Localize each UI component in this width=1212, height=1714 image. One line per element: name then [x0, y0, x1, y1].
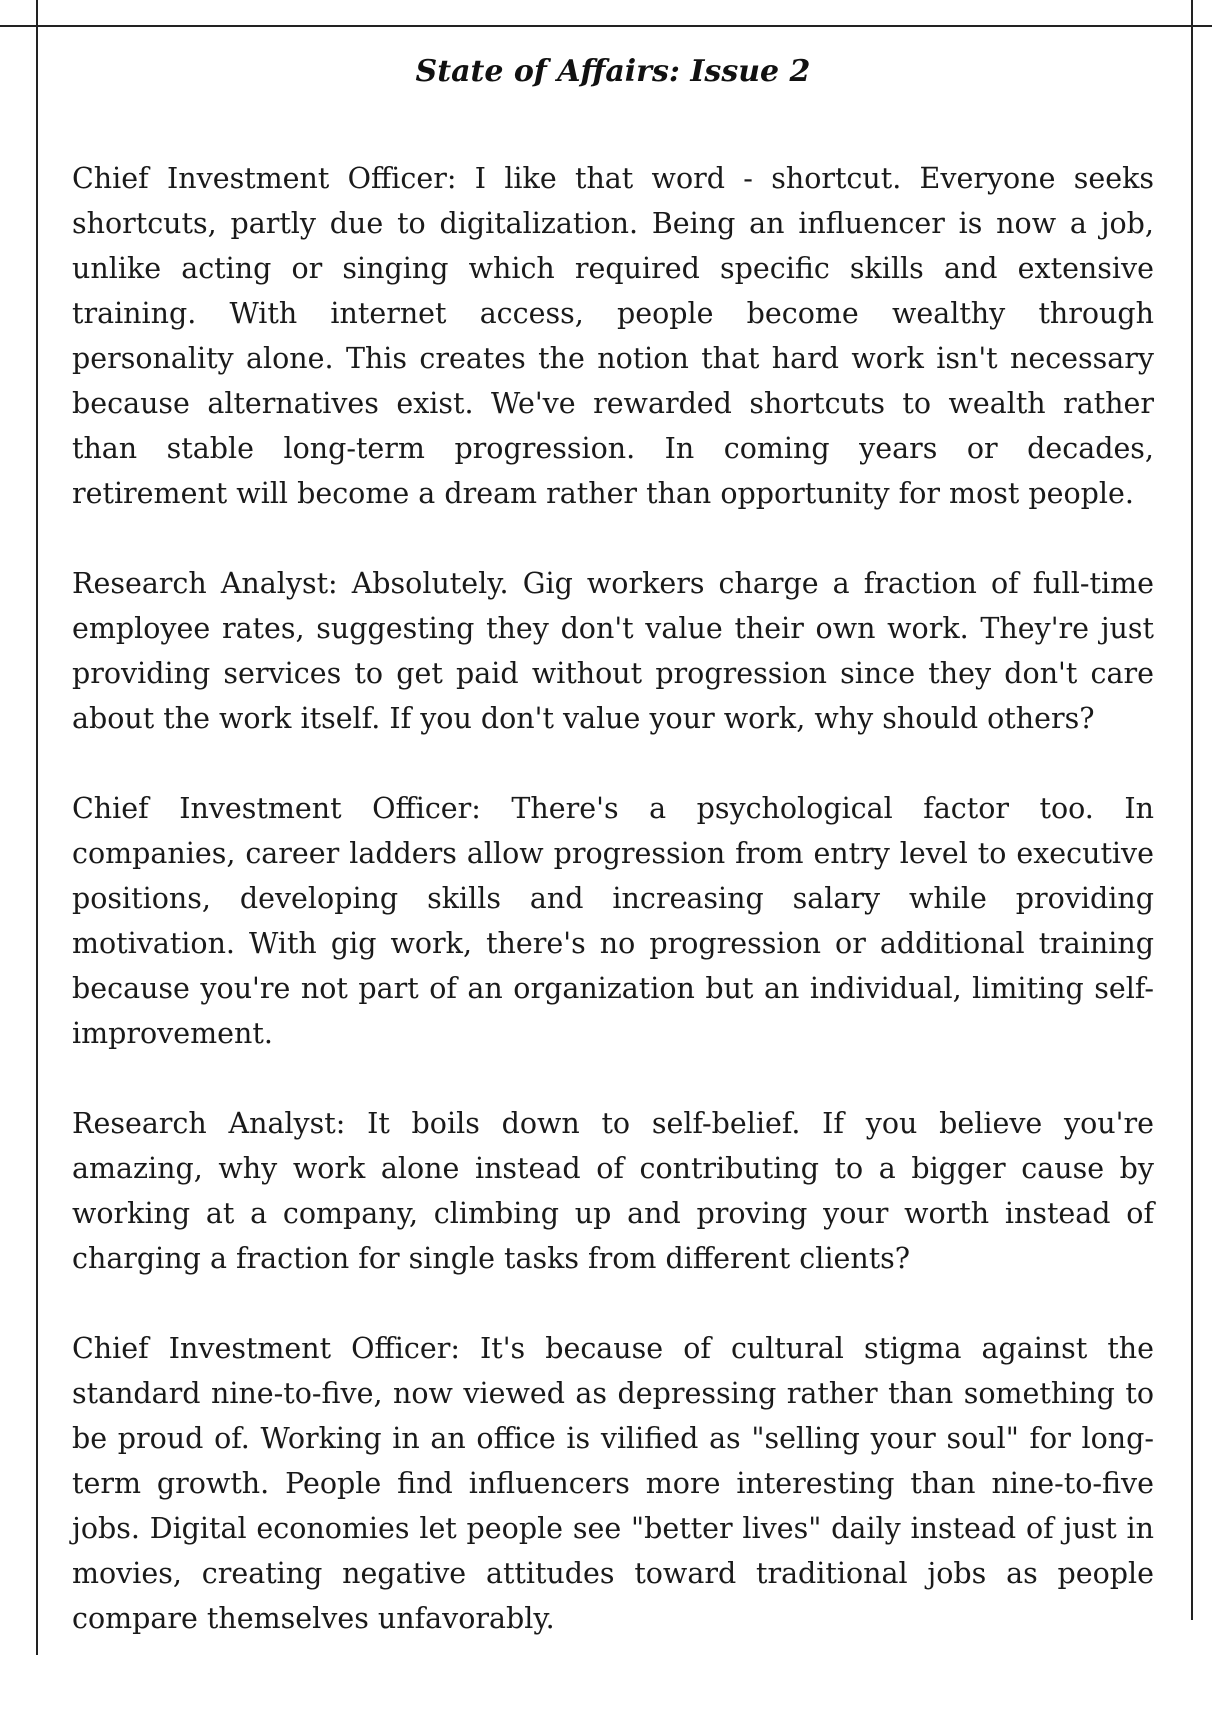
page-title: State of Affairs: Issue 2 [415, 54, 811, 89]
left-border-line [36, 0, 38, 1655]
paragraph-analyst-1: Research Analyst: Absolutely. Gig workers charge a fraction of full-time employee rates, suggesting they don't value their own work. They're just providing services to get paid without progression since they don't care about the work itself. If you don't value your work, why should others? [72, 567, 1154, 735]
paragraph-cio-2: Chief Investment Officer: There's a psychological factor too. In companies, career ladders allow progression from entry level to executive positions, developing skills and increasing salary while providing motivation. With gig work, there's no progression or additional training because you're not part of an organization but an individual, limiting self-improvement. [72, 792, 1154, 1050]
top-border-line [0, 25, 1212, 27]
document-page [72, 48, 1154, 1686]
paragraph-analyst-2: Research Analyst: It boils down to self-belief. If you believe you're amazing, why work alone instead of contributing to a bigger cause by working at a company, climbing up and proving your worth instead of charging a fraction for single tasks from different clients? [72, 1107, 1154, 1275]
paragraph-cio-1: Chief Investment Officer: I like that word - shortcut. Everyone seeks shortcuts, partly due to digitalization. Being an influencer is now a job, unlike acting or singing which required specific skills and extensive training. With internet access, people become wealthy through personality alone. This creates the notion that hard work isn't necessary because alternatives exist. We've rewarded shortcuts to wealth rather than stable long-term progression. In coming years or decades, retirement will become a dream rather than opportunity for most people. [72, 162, 1154, 510]
right-border-line [1191, 0, 1193, 1620]
paragraph-cio-3: Chief Investment Officer: It's because of cultural stigma against the standard nine-to-five, now viewed as depressing rather than something to be proud of. Working in an office is vilified as "selling your soul" for long-term growth. People find influencers more interesting than nine-to-five jobs. Digital economies let people see "better lives" daily instead of just in movies, creating negative attitudes toward traditional jobs as people compare themselves unfavorably. [72, 1332, 1154, 1635]
